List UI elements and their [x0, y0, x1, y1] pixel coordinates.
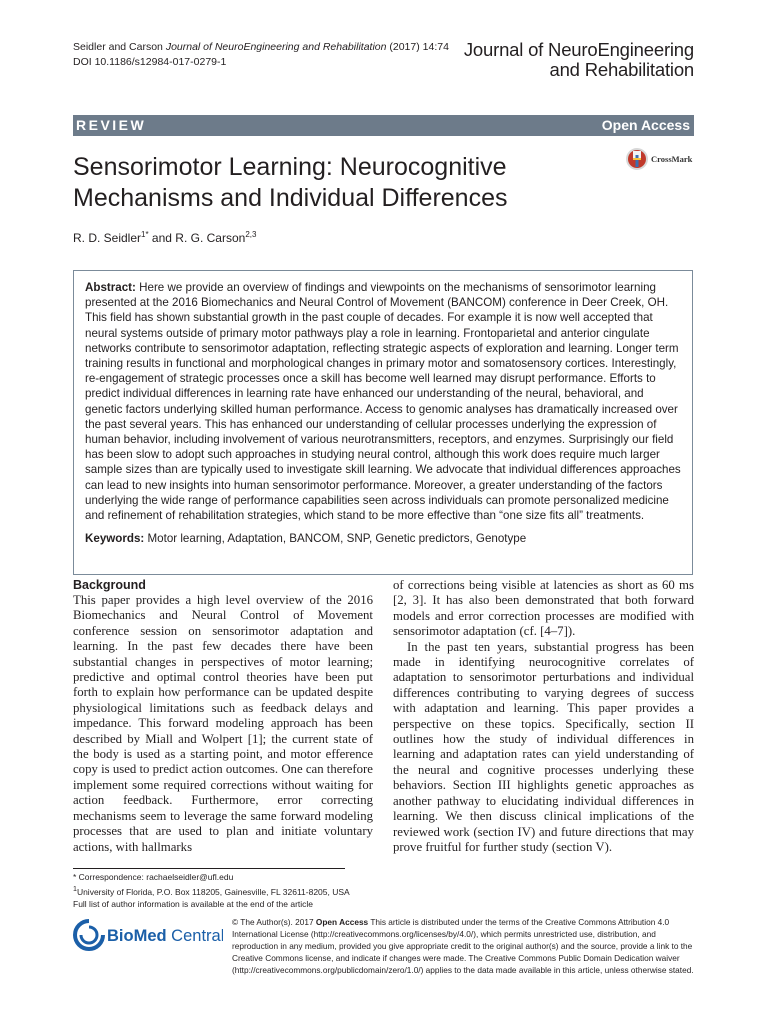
journal-name	[464, 40, 694, 80]
body-paragraph: This paper provides a high level overview of the 2016 Biomechanics and Neural Control of Movement conference session on sensorimotor adaptation and learning. In the past few decades there have been substantial changes in perspectives of motor learning; predictive and optimal control theories have been put forth to explain how performance can be updated despite physiological limitations such as feedback delays and impedance. This forward modeling approach has been described by Miall and Wolpert [1]; the current state of the body is used as a starting point, and motor efference copy is used to predict action outcomes. One can therefore implement some required corrections without waiting for action feedback. Furthermore, error correcting mechanisms seem to leverage the same forward modeling processes that are used to plan and initiate voluntary actions, with hallmarks	[73, 593, 373, 854]
journal-name-line1: Journal of NeuroEngineering	[463, 39, 694, 60]
author-1-affil: 1*	[141, 230, 149, 239]
license-open-access: Open Access	[315, 917, 369, 927]
section-heading: Background	[73, 578, 146, 592]
article-title: Sensorimotor Learning: Neurocognitive Mechanisms and Individual Differences	[73, 153, 508, 212]
citation-authors: Seidler and Carson	[73, 41, 163, 53]
correspondence: * Correspondence: rachaelseidler@ufl.edu	[73, 872, 234, 882]
abstract-label: Abstract:	[85, 281, 136, 294]
crossmark-text: CrossMark	[651, 154, 693, 164]
open-access-label: Open Access	[601, 117, 690, 133]
affiliation-text: University of Florida, P.O. Box 118205, Gainesville, FL 32611-8205, USA	[76, 886, 350, 897]
biomed-central-icon	[73, 918, 223, 952]
journal-name-line2: and Rehabilitation	[549, 59, 694, 80]
affiliation-number: 1	[73, 885, 77, 893]
copyright: © The Author(s). 2017	[232, 917, 316, 927]
logo-text-biomed: BioMed	[107, 927, 167, 945]
article-type-label: REVIEW	[76, 117, 147, 133]
body-paragraph: In the past ten years, substantial progress has been made in identifying neurocognitive correlates of adaptation to sensorimotor perturbations and individual differences contributing to varying degrees of success with adaptation and learning. This paper provides a perspective on these topics. Specifically, section II outlines how the study of individual differences in learning and adaptation rates can yield understanding of the neural and cognitive processes underlying these behaviors. Section III highlights genetic approaches as another pathway to elucidating individual differences in learning. We then discuss clinical implications of the reviewed work (section IV) and future directions that may prove fruitful for further study (section V).	[393, 639, 694, 854]
abstract	[85, 280, 681, 523]
keywords	[85, 531, 681, 546]
author-2: and R. G. Carson	[148, 231, 246, 245]
license-text: This article is distributed under the terms of the Creative Commons Attribution 4.0 International License (http://creativecommons.org/licenses/by/4.0/), which permits unrestricted use, distribution, and reproduction in any medium, provided you give appropriate credit to the original author(s) and the source, provide a link to the Creative Commons license, and indicate if changes were made. The Creative Commons Public Domain Dedication waiver (http://creativecommons.org/publicdomain/zero/1.0/) applies to the data made available in this article, unless otherwise stated.	[232, 917, 694, 975]
citation-line	[73, 40, 449, 55]
body-paragraph: of corrections being visible at latencies as short as 60 ms [2, 3]. It has also been demonstrated that both forward models and error correction processes are modified with sensorimotor adaptation (cf. [4–7]).	[393, 578, 694, 639]
citation-volume: (2017) 14:74	[386, 41, 449, 53]
citation-block	[73, 40, 449, 70]
article-type-bar	[73, 115, 694, 136]
author-info-note: Full list of author information is available at the end of the article	[73, 898, 314, 909]
body-column-right	[393, 578, 694, 855]
biomed-central-logo	[73, 918, 223, 952]
abstract-box	[73, 270, 693, 575]
keywords-text: Motor learning, Adaptation, BANCOM, SNP, Genetic predictors, Genotype	[144, 532, 527, 546]
author-2-affil: 2,3	[245, 230, 257, 239]
doi: DOI 10.1186/s12984-017-0279-1	[73, 56, 227, 68]
svg-text:BioMed Central	[107, 927, 223, 945]
author-1: R. D. Seidler	[73, 231, 142, 245]
abstract-text: Here we provide an overview of findings and viewpoints on the mechanisms of sensorimotor learning presented at the 2016 Biomechanics and Neural Control of Movement (BANCOM) conference in Deer Creek, OH. This field has shown substantial growth in the past couple of decades. For example it is now well accepted that neural systems outside of primary motor pathways play a role in learning. Frontoparietal and anterior cingulate networks contribute to sensorimotor adaptation, reflecting strategic aspects of exploration and learning. Longer term training results in functional and morphological changes in primary motor and somatosensory cortices. Interestingly, re-engagement of strategic processes once a skill has become well learned may disrupt performance. Efforts to predict individual differences in learning rate have enhanced our understanding of the neural, behavioral, and genetic factors underlying skilled human performance. Access to genomic analyses has dramatically increased over the past several years. This has enhanced our understanding of cellular processes underlying the expression of human behavior, including involvement of various neurotransmitters, receptors, and enzymes. Surprisingly our field has been slow to adopt such approaches in studying neural control, although this work does require much larger sample sizes than are typically used to investigate skill learning. We advocate that individual differences approaches can lead to new insights into human sensorimotor performance. Moreover, a greater understanding of the factors underlying the wide range of performance capabilities seen across individuals can promote personalized medicine and refinement of rehabilitation strategies, which stand to be more effective than “one size fits all” treatments.	[85, 281, 681, 523]
keywords-label: Keywords:	[85, 532, 145, 546]
logo-text-central: Central	[166, 927, 223, 945]
license-notice	[232, 916, 694, 976]
author-list	[73, 230, 256, 245]
crossmark-icon	[625, 145, 695, 173]
crossmark-badge[interactable]	[625, 145, 695, 173]
body-column-left	[73, 578, 373, 855]
citation-journal: Journal of NeuroEngineering and Rehabilitation	[165, 41, 387, 53]
footnotes	[73, 871, 350, 910]
affiliation	[73, 883, 350, 898]
footnote-divider	[73, 868, 345, 869]
